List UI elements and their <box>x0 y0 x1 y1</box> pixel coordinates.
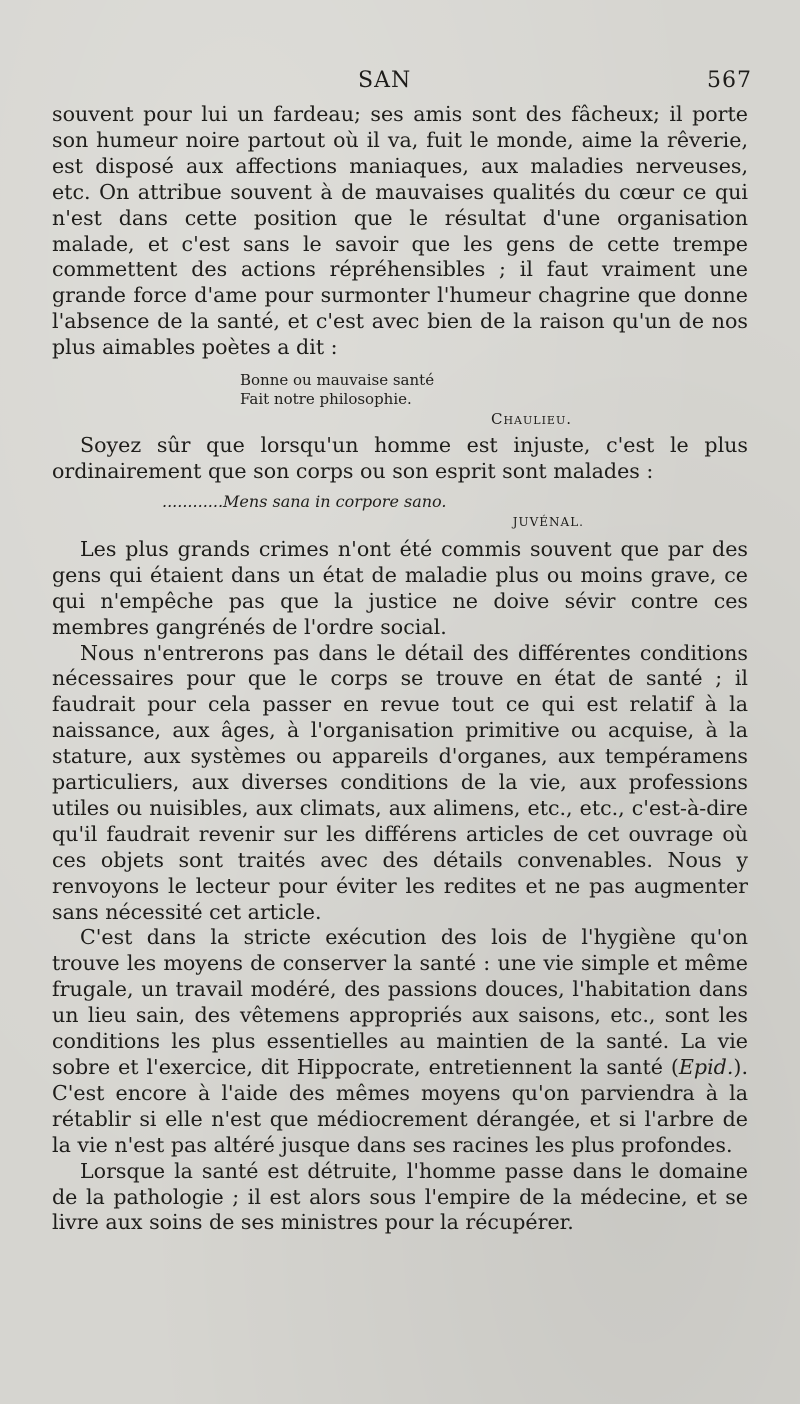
verse-line-2: Fait notre philosophie. <box>240 390 412 409</box>
paragraph: Lorsque la santé est détruite, l'homme passe dans le domaine de la pathologie ; il est alors sous l'empire de la médecine, et se livre aux soins de ses ministres pour la récupérer. <box>52 1158 748 1235</box>
paragraph: Soyez sûr que lorsqu'un homme est injuste, c'est le plus ordinairement que son corps ou son esprit sont malades : <box>52 433 748 483</box>
paragraph-text: C'est dans la stricte exécution des lois de l'hygiène qu'on trouve les moyens de conserver la santé : une vie simple et même frugale, un travail modéré, des passions douces, l'habitation dans un lieu sain, des vêtemens appropriés aux saisons, etc., sont les conditions les plus essentielles au maintien de la santé. La vie sobre et l'exercice, dit Hippocrate, entretiennent la santé ( <box>52 925 748 1079</box>
paragraph: Nous n'entrerons pas dans le détail des différentes conditions nécessaires pour que le corps se trouve en état de santé ; il faudrait pour cela passer en revue tout ce qui est relatif à la naissance, aux âges, à l'organisation primitive ou acquise, à la stature, aux systèmes ou appareils d'organes, aux tempéramens particuliers, aux diverses conditions de la vie, aux professions utiles ou nuisibles, aux climats, aux alimens, etc., etc., c'est-à-dire qu'il faudrait revenir sur les différens articles de cet ouvrage où ces objets sont traités avec des détails convenables. Nous y renvoyons le lecteur pour éviter les redites et ne pas augmenter sans nécessité cet article. <box>52 640 748 924</box>
page-header <box>52 68 752 102</box>
latin-quote-attribution: JUVÉNAL. <box>512 514 584 529</box>
paragraph <box>52 925 748 1158</box>
citation: Epid. <box>678 1055 734 1079</box>
paragraph-continued: souvent pour lui un fardeau; ses amis sont des fâcheux; il porte son humeur noire partout où il va, fuit le monde, aime la rêverie, est disposé aux affections maniaques, aux maladies nerveuses, etc. On attribue souvent à de mauvaises qualités du cœur ce qui n'est dans cette position que le résultat d'une organisation malade, et c'est sans le savoir que les gens de cette trempe commettent des actions répréhensibles ; il faut vraiment une grande force d'ame pour surmonter l'humeur chagrine que donne l'absence de la santé, et c'est avec bien de la raison qu'un de nos plus aimables poètes a dit : <box>52 102 748 360</box>
latin-quote: ............Mens sana in corpore sano. <box>162 491 447 511</box>
paragraph: Les plus grands crimes n'ont été commis souvent que par des gens qui étaient dans un état de maladie plus ou moins grave, ce qui n'empêche pas que la justice ne doive sévir contre ces membres gangrénés de l'ordre social. <box>52 536 748 639</box>
running-head: SAN <box>358 68 412 93</box>
page-body <box>52 102 748 1236</box>
verse-line-1: Bonne ou mauvaise santé <box>240 371 435 390</box>
verse-attribution: Chaulieu. <box>490 410 572 429</box>
verse-quote <box>240 371 748 409</box>
page-number: 567 <box>707 68 752 93</box>
paragraph-text: ). C'est encore à l'aide des mêmes moyens qu'on parviendra à la rétablir si elle n'est que médiocrement dérangée, et si l'arbre de la vie n'est pas altéré jusque dans ses racines les plus profondes. <box>52 1055 748 1157</box>
